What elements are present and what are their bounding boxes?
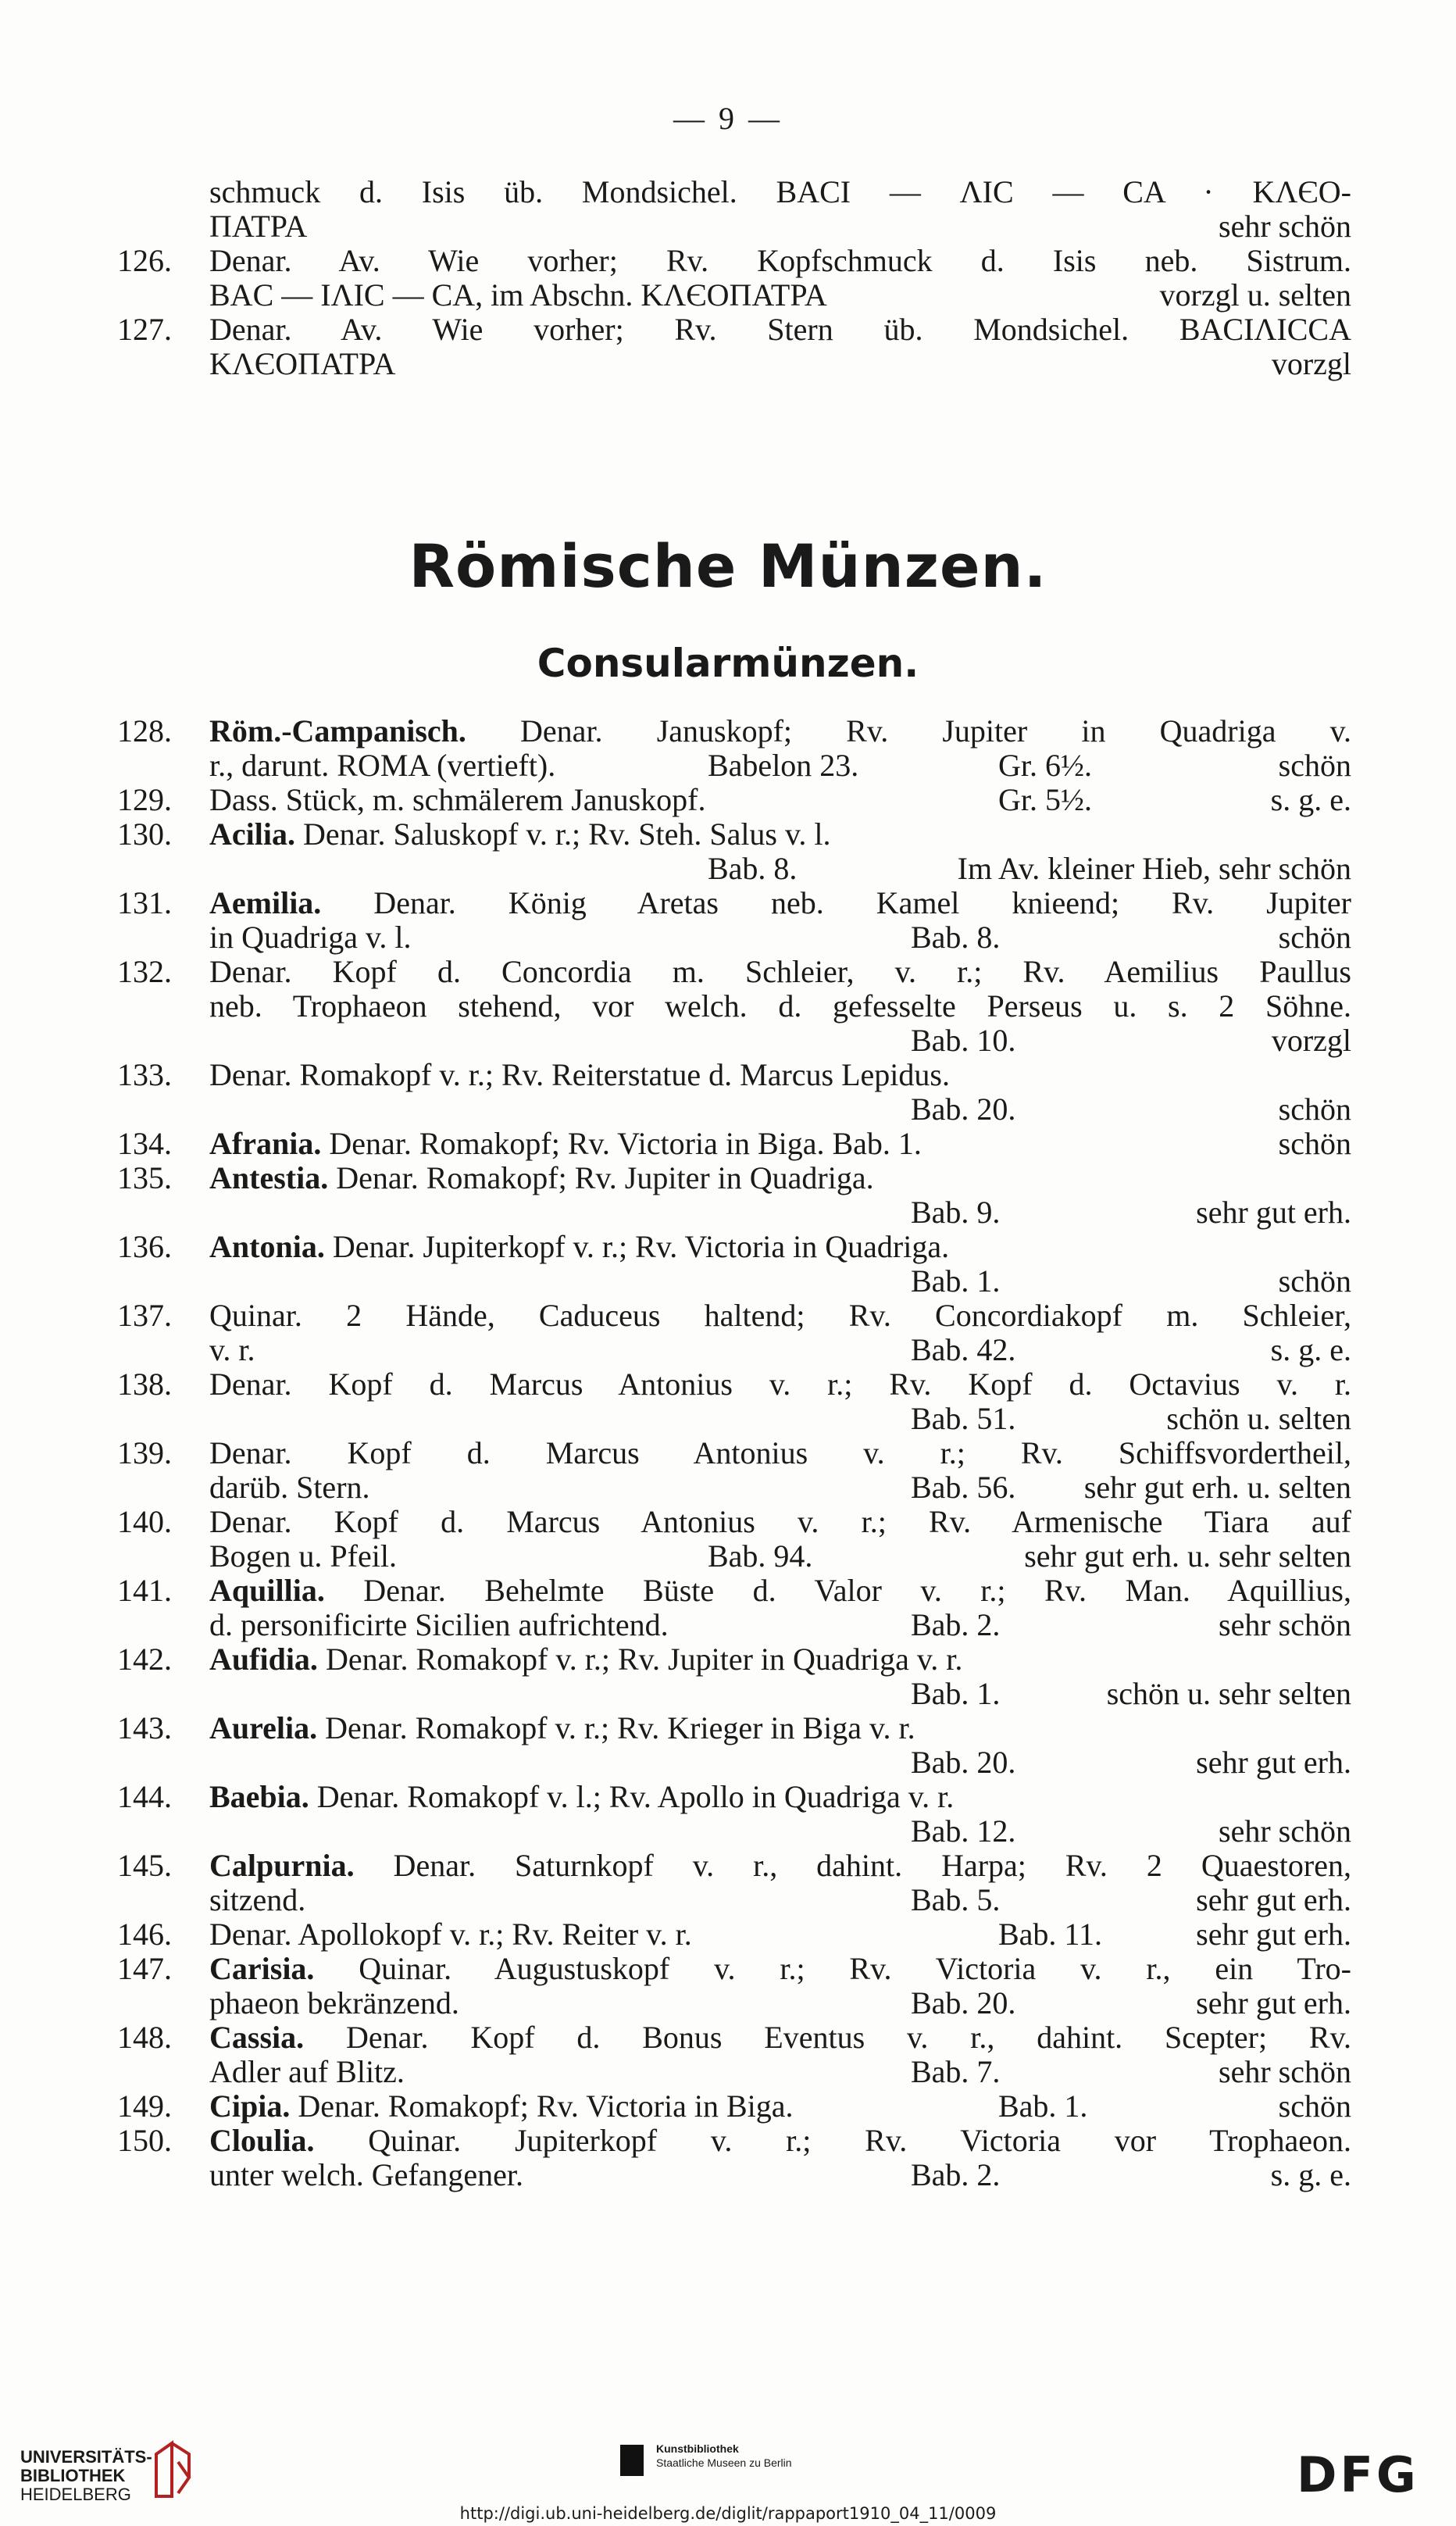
entry-text [209, 1161, 1351, 1195]
entry-number: 138. [117, 1367, 172, 1402]
entry-text [209, 1299, 1351, 1333]
entry-text [209, 1333, 1351, 1367]
entry-description: neb. Trophaeon stehend, vor welch. d. gefesselte Perseus u. s. 2 Söhne. [209, 988, 1351, 1024]
entry-description: Denar. Kopf d. Bonus Eventus v. r., dahint. Scepter; Rv. [304, 2020, 1351, 2055]
entry-description: Denar. Saluskopf v. r.; Rv. Steh. Salus v. l. [294, 816, 831, 852]
entry-description: Quinar. Augustuskopf v. r.; Rv. Victoria v. r., ein Tro- [314, 1951, 1351, 1986]
entry-reference: Bab. 10. [911, 1023, 1016, 1058]
entry-description: Denar. Januskopf; Rv. Jupiter in Quadriga v. [466, 713, 1351, 749]
entry-text [209, 1608, 1351, 1642]
entry-number: 131. [117, 885, 172, 920]
catalog-line [117, 1195, 1351, 1230]
entry-number: 130. [117, 816, 172, 852]
entry-grade: sehr gut erh. u. sehr selten [1024, 1538, 1351, 1574]
entry-grade: vorzgl [1271, 1023, 1351, 1058]
entry-grade: sehr gut erh. [1196, 1917, 1351, 1952]
catalog-line [117, 714, 1351, 749]
entry-description: in Quadriga v. l. [209, 920, 412, 955]
entry-text [209, 1230, 1351, 1264]
entry-family-name: Cipia. [209, 2088, 291, 2124]
sub-heading: Consularmünzen. [537, 641, 919, 686]
entry-text [209, 714, 1351, 749]
uni-line-2: BIBLIOTHEK [20, 2466, 126, 2485]
catalog-line [117, 852, 1351, 886]
entry-family-name: Aufidia. [209, 1642, 318, 1677]
entry-grade: s. g. e. [1270, 2157, 1351, 2192]
entry-description: KΛЄOΠATPA [209, 346, 396, 381]
entry-description: Denar. Romakopf; Rv. Victoria in Biga. [290, 2088, 794, 2124]
entry-reference: Bab. 56. [911, 1470, 1016, 1505]
entry-grade: schön u. sehr selten [1106, 1676, 1351, 1711]
catalog-line [117, 1849, 1351, 1883]
kunstbibliothek-label [656, 2442, 792, 2470]
entry-number: 149. [117, 2088, 172, 2124]
entry-description: Denar. Av. Wie vorher; Rv. Kopfschmuck d. Isis neb. Sistrum. [209, 243, 1351, 278]
entry-number: 144. [117, 1779, 172, 1814]
entry-description: Dass. Stück, m. schmälerem Januskopf. [209, 782, 706, 817]
kb-sub: Staatliche Museen zu Berlin [656, 2456, 792, 2469]
source-url[interactable]: http://digi.ub.uni-heidelberg.de/diglit/rappaport1910_04_11/0009 [459, 2504, 997, 2523]
entry-text [209, 1883, 1351, 1917]
entry-reference: Bab. 8. [708, 851, 798, 886]
entry-grade: sehr gut erh. u. selten [1083, 1470, 1351, 1505]
entry-grade: schön [1278, 1126, 1351, 1161]
catalog-line [117, 955, 1351, 989]
entry-family-name: Baebia. [209, 1779, 309, 1814]
entry-text [209, 2020, 1351, 2055]
entry-grade: sehr gut erh. [1196, 1882, 1351, 1917]
entry-number: 136. [117, 1229, 172, 1264]
entry-text [209, 1127, 1351, 1161]
entry-text [209, 1505, 1351, 1539]
entry-grade: sehr schön [1219, 2054, 1351, 2089]
catalog-line [117, 1677, 1351, 1711]
entry-text [209, 313, 1351, 347]
catalog-line [117, 1952, 1351, 1986]
entry-text [209, 1952, 1351, 1986]
catalog-line [117, 1608, 1351, 1642]
catalog-line [117, 1127, 1351, 1161]
entry-description: Bogen u. Pfeil. [209, 1538, 397, 1574]
entry-grade: sehr schön [1219, 209, 1351, 244]
entry-text [209, 1780, 1351, 1814]
entry-family-name: Röm.-Campanisch. [209, 713, 466, 749]
entry-number: 133. [117, 1057, 172, 1092]
catalog-line [117, 1780, 1351, 1814]
entry-text [209, 2089, 1351, 2124]
catalog-line [117, 1058, 1351, 1092]
entry-grade: s. g. e. [1270, 782, 1351, 817]
entry-description: Denar. Romakopf v. r.; Rv. Reiterstatue d. Marcus Lepidus. [209, 1057, 950, 1092]
entry-description: Denar. Kopf d. Marcus Antonius v. r.; Rv. Schiffsvordertheil, [209, 1435, 1351, 1470]
entry-text [209, 1367, 1351, 1402]
entry-text [209, 817, 1351, 852]
entry-description: Quinar. Jupiterkopf v. r.; Rv. Victoria vor Trophaeon. [314, 2123, 1351, 2158]
entry-description: d. personificirte Sicilien aufrichtend. [209, 1607, 669, 1642]
catalog-line [117, 1230, 1351, 1264]
catalog-line [117, 2055, 1351, 2089]
entry-description: Denar. Kopf d. Marcus Antonius v. r.; Rv. Kopf d. Octavius v. r. [209, 1367, 1351, 1402]
catalog-line [117, 278, 1351, 313]
catalog-line [117, 2089, 1351, 2124]
entry-number: 140. [117, 1504, 172, 1539]
entry-reference: Bab. 11. [998, 1917, 1102, 1952]
catalog-line [117, 1539, 1351, 1574]
entry-reference: Bab. 2. [911, 1607, 1001, 1642]
entry-description: Quinar. 2 Hände, Caduceus haltend; Rv. Concordiakopf m. Schleier, [209, 1298, 1351, 1333]
entry-description: Denar. Romakopf v. r.; Rv. Krieger in Biga v. r. [317, 1710, 915, 1745]
catalog-entries [117, 714, 1351, 2192]
entry-text [209, 209, 1351, 244]
entry-reference: Babelon 23. [708, 748, 859, 783]
catalog-line [117, 886, 1351, 920]
entry-description: v. r. [209, 1332, 255, 1367]
entry-reference: Bab. 94. [708, 1538, 813, 1574]
catalog-line [117, 1711, 1351, 1745]
entry-description: BAC — IΛIC — CA, im Abschn. KΛЄOΠATPA [209, 277, 827, 313]
uni-line-1: UNIVERSITÄTS- [20, 2447, 152, 2467]
entry-text [209, 1917, 1351, 1952]
entry-grade: schön u. selten [1166, 1401, 1351, 1436]
entry-reference: Bab. 7. [911, 2054, 1001, 2089]
entry-family-name: Aemilia. [209, 885, 322, 920]
entry-grade: sehr gut erh. [1196, 1195, 1351, 1230]
entry-text [209, 1436, 1351, 1470]
entry-text [209, 1058, 1351, 1092]
entry-reference: Bab. 12. [911, 1813, 1016, 1849]
catalog-line [117, 1470, 1351, 1505]
entry-grade: sehr schön [1219, 1813, 1351, 1849]
intro-block [117, 175, 1351, 381]
entry-text [209, 955, 1351, 989]
catalog-line [117, 1092, 1351, 1127]
entry-description: Denar. Romakopf; Rv. Victoria in Biga. Bab. 1. [321, 1126, 922, 1161]
entry-description: Denar. Romakopf; Rv. Jupiter in Quadriga. [328, 1160, 874, 1195]
catalog-line [117, 175, 1351, 209]
entry-description: unter welch. Gefangener. [209, 2157, 524, 2192]
catalog-line [117, 313, 1351, 347]
catalog-line [117, 1436, 1351, 1470]
catalog-line [117, 244, 1351, 278]
entry-number: 139. [117, 1435, 172, 1470]
entry-number: 141. [117, 1573, 172, 1608]
entry-grade: schön [1278, 2088, 1351, 2124]
entry-description: Denar. Kopf d. Marcus Antonius v. r.; Rv. Armenische Tiara auf [209, 1504, 1351, 1539]
entry-text [209, 1849, 1351, 1883]
entry-description: Denar. Romakopf v. l.; Rv. Apollo in Quadriga v. r. [309, 1779, 955, 1814]
entry-reference: Bab. 5. [911, 1882, 1001, 1917]
catalog-line [117, 749, 1351, 783]
entry-number: 132. [117, 954, 172, 989]
entry-family-name: Calpurnia. [209, 1848, 355, 1883]
catalog-line [117, 1986, 1351, 2020]
entry-number: 147. [117, 1951, 172, 1986]
entry-description: Denar. Behelmte Büste d. Valor v. r.; Rv. Man. Aquillius, [324, 1573, 1351, 1608]
dfg-logo: DFG [1297, 2446, 1419, 2503]
catalog-line [117, 1402, 1351, 1436]
entry-text [209, 920, 1351, 955]
catalog-line [117, 1367, 1351, 1402]
entry-text [209, 989, 1351, 1024]
entry-number: 145. [117, 1848, 172, 1883]
entry-reference: Bab. 20. [911, 1092, 1016, 1127]
entry-description: Denar. Romakopf v. r.; Rv. Jupiter in Quadriga v. r. [317, 1642, 963, 1677]
catalog-line [117, 2020, 1351, 2055]
entry-description: Adler auf Blitz. [209, 2054, 405, 2089]
entry-number: 128. [117, 713, 172, 749]
catalog-line [117, 989, 1351, 1024]
entry-text [209, 347, 1351, 381]
catalog-line [117, 1333, 1351, 1367]
entry-grade: sehr gut erh. [1196, 1745, 1351, 1780]
entry-family-name: Cassia. [209, 2020, 305, 2055]
entry-grade: sehr schön [1219, 1607, 1351, 1642]
entry-family-name: Antestia. [209, 1160, 329, 1195]
catalog-line [117, 1299, 1351, 1333]
uni-line-3: HEIDELBERG [20, 2485, 131, 2504]
university-library-logo [20, 2448, 152, 2504]
catalog-line [117, 347, 1351, 381]
entry-reference: Bab. 1. [998, 2088, 1088, 2124]
entry-grade: sehr gut erh. [1196, 1985, 1351, 2020]
entry-description: phaeon bekränzend. [209, 1985, 459, 2020]
entry-reference: Bab. 20. [911, 1985, 1016, 2020]
entry-number: 148. [117, 2020, 172, 2055]
entry-grade: schön [1278, 920, 1351, 955]
entry-number: 129. [117, 782, 172, 817]
entry-text [209, 1642, 1351, 1677]
catalog-line [117, 920, 1351, 955]
entry-number: 126. [117, 243, 172, 278]
catalog-line [117, 817, 1351, 852]
entry-text [209, 2055, 1351, 2089]
entry-text [209, 278, 1351, 313]
entry-text [209, 1711, 1351, 1745]
entry-grade: vorzgl [1271, 346, 1351, 381]
catalog-line [117, 1161, 1351, 1195]
entry-family-name: Acilia. [209, 816, 295, 852]
entry-number: 134. [117, 1126, 172, 1161]
catalog-line [117, 1642, 1351, 1677]
entry-grade: schön [1278, 1092, 1351, 1127]
entry-reference: Bab. 2. [911, 2157, 1001, 2192]
catalog-line [117, 1917, 1351, 1952]
entry-text [209, 1470, 1351, 1505]
entry-family-name: Cloulia. [209, 2123, 315, 2158]
entry-weight: Gr. 6½. [998, 748, 1092, 783]
entry-family-name: Aurelia. [209, 1710, 318, 1745]
entry-description: Denar. König Aretas neb. Kamel knieend; Rv. Jupiter [321, 885, 1351, 920]
entry-number: 137. [117, 1298, 172, 1333]
entry-grade: vorzgl u. selten [1159, 277, 1351, 313]
entry-description: schmuck d. Isis üb. Mondsichel. BACI — ΛIC — CA · KΛЄO- [209, 174, 1351, 209]
entry-family-name: Carisia. [209, 1951, 315, 1986]
entry-reference: Bab. 9. [911, 1195, 1001, 1230]
main-heading: Römische Münzen. [409, 531, 1047, 601]
entry-family-name: Antonia. [209, 1229, 325, 1264]
entry-description: Denar. Saturnkopf v. r., dahint. Harpa; Rv. 2 Quaestoren, [354, 1848, 1351, 1883]
library-emblem-icon [148, 2438, 197, 2501]
entry-text [209, 886, 1351, 920]
entry-text [209, 783, 1351, 817]
catalog-line [117, 1264, 1351, 1299]
entry-text [209, 1574, 1351, 1608]
entry-text [209, 2124, 1351, 2158]
entry-family-name: Afrania. [209, 1126, 322, 1161]
catalog-line [117, 1024, 1351, 1058]
entry-text [209, 244, 1351, 278]
entry-reference: Bab. 8. [911, 920, 1001, 955]
entry-text [209, 1539, 1351, 1574]
entry-reference: Bab. 1. [911, 1676, 1001, 1711]
entry-description: Denar. Kopf d. Concordia m. Schleier, v. r.; Rv. Aemilius Paullus [209, 954, 1351, 989]
entry-number: 127. [117, 312, 172, 347]
footer [0, 2410, 1456, 2526]
entry-reference: Bab. 20. [911, 1745, 1016, 1780]
entry-description: Denar. Av. Wie vorher; Rv. Stern üb. Mondsichel. BACIΛICCA [209, 312, 1351, 347]
entry-reference: Bab. 1. [911, 1263, 1001, 1299]
entry-description: ΠATPA [209, 209, 308, 244]
entry-text [209, 1986, 1351, 2020]
entry-description: Denar. Jupiterkopf v. r.; Rv. Victoria in Quadriga. [324, 1229, 950, 1264]
catalog-line [117, 1574, 1351, 1608]
catalog-line [117, 1883, 1351, 1917]
entry-grade: schön [1278, 748, 1351, 783]
entry-grade: s. g. e. [1270, 1332, 1351, 1367]
entry-description: sitzend. [209, 1882, 306, 1917]
entry-weight: Gr. 5½. [998, 782, 1092, 817]
catalog-line [117, 2158, 1351, 2192]
entry-number: 146. [117, 1917, 172, 1952]
page-number: — 9 — [673, 101, 783, 136]
catalog-line [117, 2124, 1351, 2158]
kunstbibliothek-logo-icon [620, 2445, 644, 2476]
entry-number: 143. [117, 1710, 172, 1745]
catalog-line [117, 783, 1351, 817]
entry-description: Denar. Apollokopf v. r.; Rv. Reiter v. r. [209, 1917, 692, 1952]
catalog-line [117, 1814, 1351, 1849]
entry-reference: Bab. 42. [911, 1332, 1016, 1367]
entry-family-name: Aquillia. [209, 1573, 325, 1608]
entry-number: 150. [117, 2123, 172, 2158]
catalog-line [117, 209, 1351, 244]
entry-text [209, 749, 1351, 783]
entry-number: 135. [117, 1160, 172, 1195]
entry-grade: Im Av. kleiner Hieb, sehr schön [957, 851, 1351, 886]
entry-text [209, 175, 1351, 209]
catalog-line [117, 1745, 1351, 1780]
entry-number: 142. [117, 1642, 172, 1677]
entry-grade: schön [1278, 1263, 1351, 1299]
catalog-line [117, 1505, 1351, 1539]
kb-title: Kunstbibliothek [656, 2442, 739, 2455]
entry-reference: Bab. 51. [911, 1401, 1016, 1436]
entry-description: darüb. Stern. [209, 1470, 370, 1505]
entry-text [209, 2158, 1351, 2192]
entry-description: r., darunt. ROMA (vertieft). [209, 748, 556, 783]
